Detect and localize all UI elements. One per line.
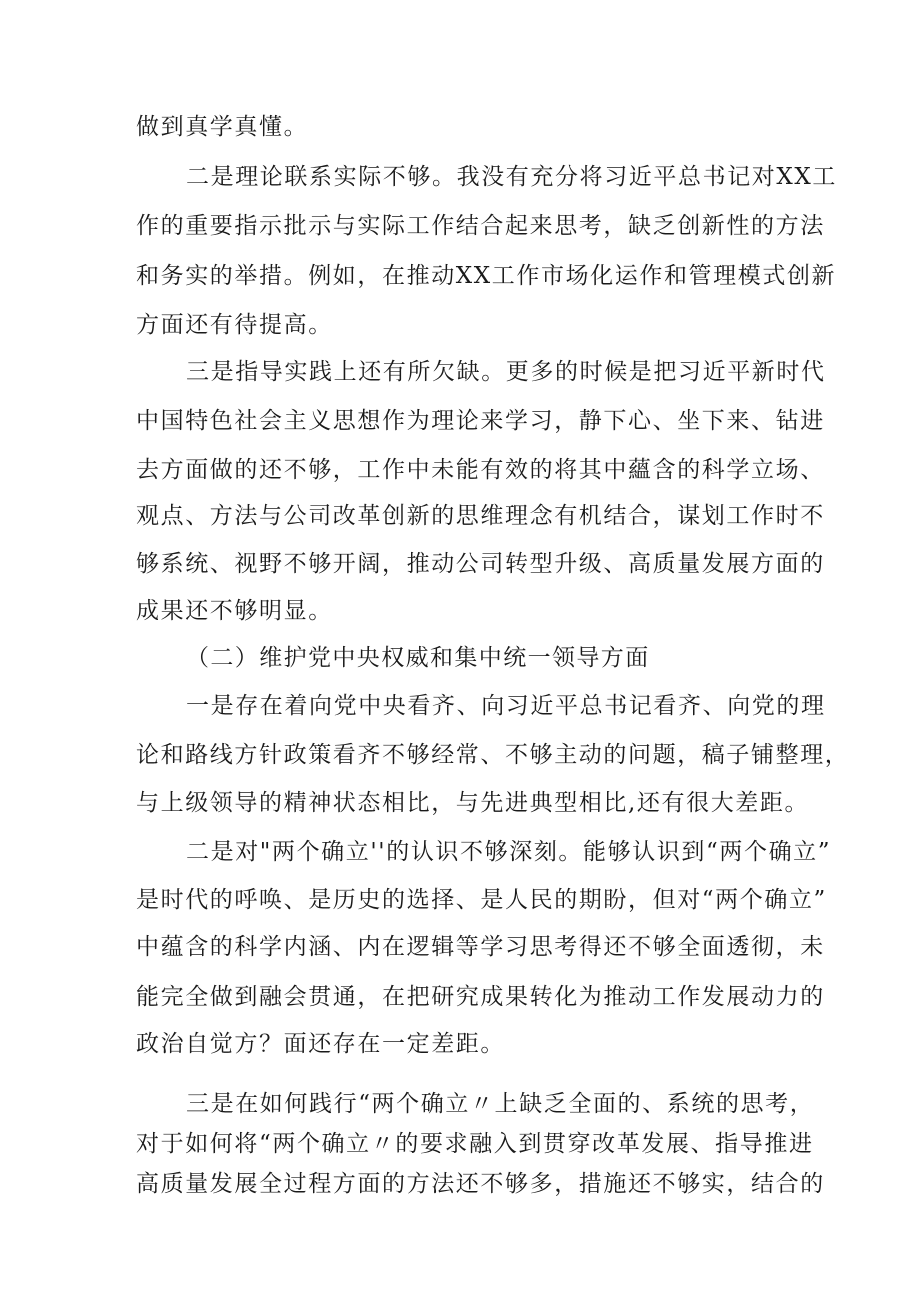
- text-line: 政治自觉方？面还存在一定差距。: [136, 1031, 505, 1057]
- paragraph-line: 三是在如何践行“两个确立〃上缺乏全面的、系统的思考，: [186, 1091, 815, 1117]
- text-line: 论和路线方针政策看齐不够经常、不够主动的问题，稿子铺整理，: [136, 742, 850, 768]
- paragraph-line: 三是指导实践上还有所欠缺。更多的时候是把习近平新时代: [186, 359, 826, 385]
- text-line: 是时代的呼唤、是历史的选择、是人民的期盼，但对“两个确立”: [136, 887, 827, 913]
- text-line: 与上级领导的精神状态相比，与先进典型相比,还有很大差距。: [136, 790, 810, 816]
- text-line: 中国特色社会主义思想作为理论来学习，静下心、坐下来、钻进: [136, 408, 825, 434]
- text-line: 高质量发展全过程方面的方法还不够多，措施还不够实，结合的: [136, 1171, 825, 1197]
- text-line: 方面还有待提高。: [136, 312, 333, 338]
- text-line: 做到真学真懂。: [136, 114, 309, 140]
- text-line: 能完全做到融会贯通，在把研究成果转化为推动工作发展动力的: [136, 984, 825, 1010]
- text-line: 对于如何将“两个确立〃的要求融入到贯穿改革发展、指导推进: [136, 1131, 814, 1157]
- paragraph-line: 一是存在着向党中央看齐、向习近平总书记看齐、向党的理: [186, 693, 826, 719]
- text-line: 作的重要指示批示与实际工作结合起来思考，缺乏创新性的方法: [136, 213, 825, 239]
- text-line: 观点、方法与公司改革创新的思维理念有机结合，谋划工作时不: [136, 503, 825, 529]
- text-line: 中蕴含的科学内涵、内在逻辑等学习思考得还不够全面透彻，未: [136, 934, 825, 960]
- section-heading: （二）维护党中央权威和集中统一领导方面: [186, 645, 650, 671]
- paragraph-line: 二是对"两个确立''的认识不够深刻。能够认识到“两个确立”: [186, 839, 832, 865]
- text-line: 去方面做的还不够，工作中未能有效的将其中蘊含的科学立场、: [136, 457, 825, 483]
- text-line: 和务实的举措。例如，在推动XX工作市场化运作和管理模式创新: [136, 263, 837, 289]
- text-line: 够系统、视野不够开阔，推动公司转型升级、高质量发展方面的: [136, 551, 825, 577]
- text-line: 成果还不够明显。: [136, 598, 333, 624]
- paragraph-line: 二是理论联系实际不够。我没有充分将习近平总书记对XX工: [186, 164, 837, 190]
